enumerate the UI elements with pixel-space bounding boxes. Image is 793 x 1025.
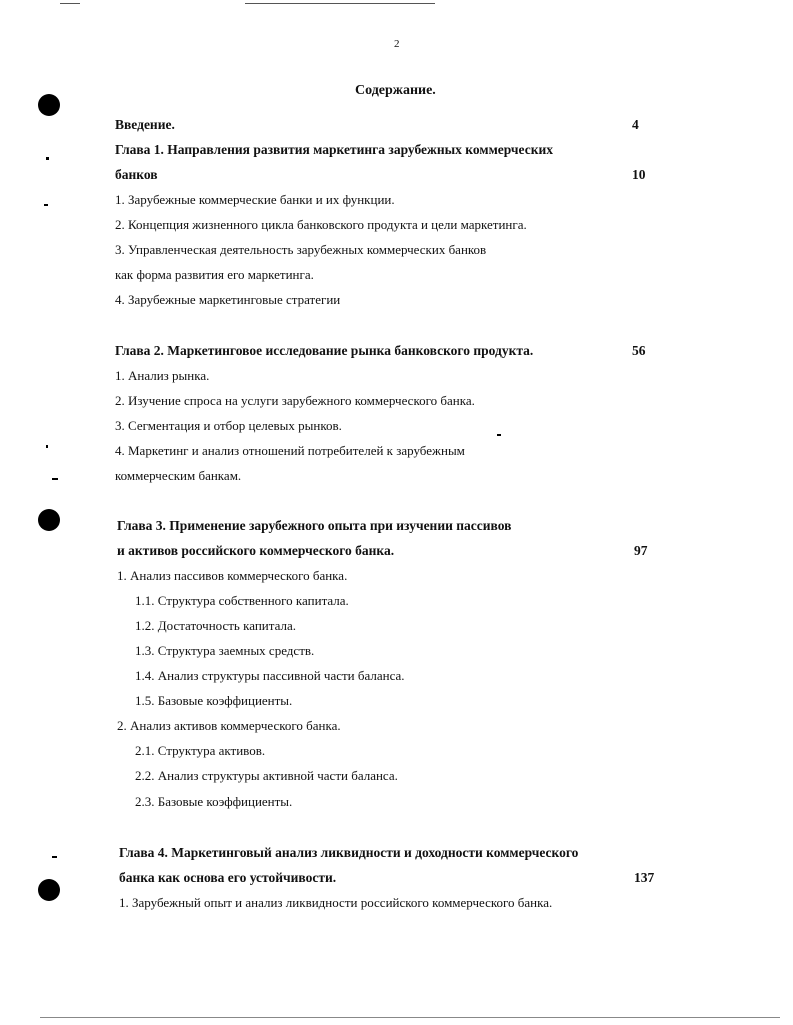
scan-speck <box>46 157 49 160</box>
toc-subitem: 1.1. Структура собственного капитала. <box>135 593 349 608</box>
toc-chapter-2-page: 56 <box>632 343 646 358</box>
toc-subitem: 1.3. Структура заемных средств. <box>135 643 315 658</box>
toc-subitem: 2.2. Анализ структуры активной части баланса. <box>135 768 398 783</box>
scan-speck <box>52 856 57 858</box>
toc-item: 3. Управленческая деятельность зарубежных коммерческих банков <box>115 242 487 257</box>
toc-item: 1. Анализ пассивов коммерческого банка. <box>117 568 348 583</box>
toc-chapter-3-page: 97 <box>634 543 648 558</box>
toc-item: 1. Зарубежные коммерческие банки и их функции. <box>115 192 395 207</box>
toc-chapter-3-title-cont: и активов российского коммерческого банка. <box>117 543 395 558</box>
toc-chapter-1-page: 10 <box>632 167 646 182</box>
toc-title: Содержание. <box>355 83 436 98</box>
toc-item: 3. Сегментация и отбор целевых рынков. <box>115 418 342 433</box>
toc-item: 4. Зарубежные маркетинговые стратегии <box>115 292 341 307</box>
page-bottom-rule <box>40 1017 780 1018</box>
toc-subitem: 1.5. Базовые коэффициенты. <box>135 693 293 708</box>
punch-hole <box>38 94 60 116</box>
toc-item: 1. Зарубежный опыт и анализ ликвидности российского коммерческого банка. <box>119 895 553 910</box>
toc-item-cont: коммерческим банкам. <box>115 468 242 483</box>
toc-item: 2. Анализ активов коммерческого банка. <box>117 718 341 733</box>
punch-hole <box>38 879 60 901</box>
toc-item: 4. Маркетинг и анализ отношений потребителей к зарубежным <box>115 443 465 458</box>
page-number: 2 <box>394 38 400 50</box>
toc-item-cont: как форма развития его маркетинга. <box>115 267 314 282</box>
toc-chapter-1-title: Глава 1. Направления развития маркетинга зарубежных коммерческих <box>115 142 553 157</box>
toc-item: 2. Изучение спроса на услуги зарубежного коммерческого банка. <box>115 393 475 408</box>
scan-speck <box>44 204 48 206</box>
toc-chapter-4-title: Глава 4. Маркетинговый анализ ликвидности и доходности коммерческого <box>119 845 579 860</box>
toc-subitem: 1.2. Достаточность капитала. <box>135 618 296 633</box>
scan-speck <box>497 434 501 436</box>
toc-subitem: 2.1. Структура активов. <box>135 743 266 758</box>
scan-speck <box>52 478 58 480</box>
toc-item: 1. Анализ рынка. <box>115 368 210 383</box>
toc-subitem: 1.4. Анализ структуры пассивной части баланса. <box>135 668 405 683</box>
toc-chapter-4-title-cont: банка как основа его устойчивости. <box>119 870 337 885</box>
toc-chapter-1-title-cont: банков <box>115 167 158 182</box>
punch-hole <box>38 509 60 531</box>
toc-item: 2. Концепция жизненного цикла банковского продукта и цели маркетинга. <box>115 217 527 232</box>
toc-subitem: 2.3. Базовые коэффициенты. <box>135 794 293 809</box>
toc-chapter-2-title: Глава 2. Маркетинговое исследование рынка банковского продукта. <box>115 343 534 358</box>
toc-chapter-4-page: 137 <box>634 870 655 885</box>
scan-mark <box>245 3 435 4</box>
toc-chapter-3-title: Глава 3. Применение зарубежного опыта при изучении пассивов <box>117 518 512 533</box>
scan-mark <box>60 3 80 4</box>
toc-intro-label: Введение. <box>115 117 175 132</box>
scan-speck <box>46 445 48 448</box>
toc-intro-page: 4 <box>632 117 639 132</box>
